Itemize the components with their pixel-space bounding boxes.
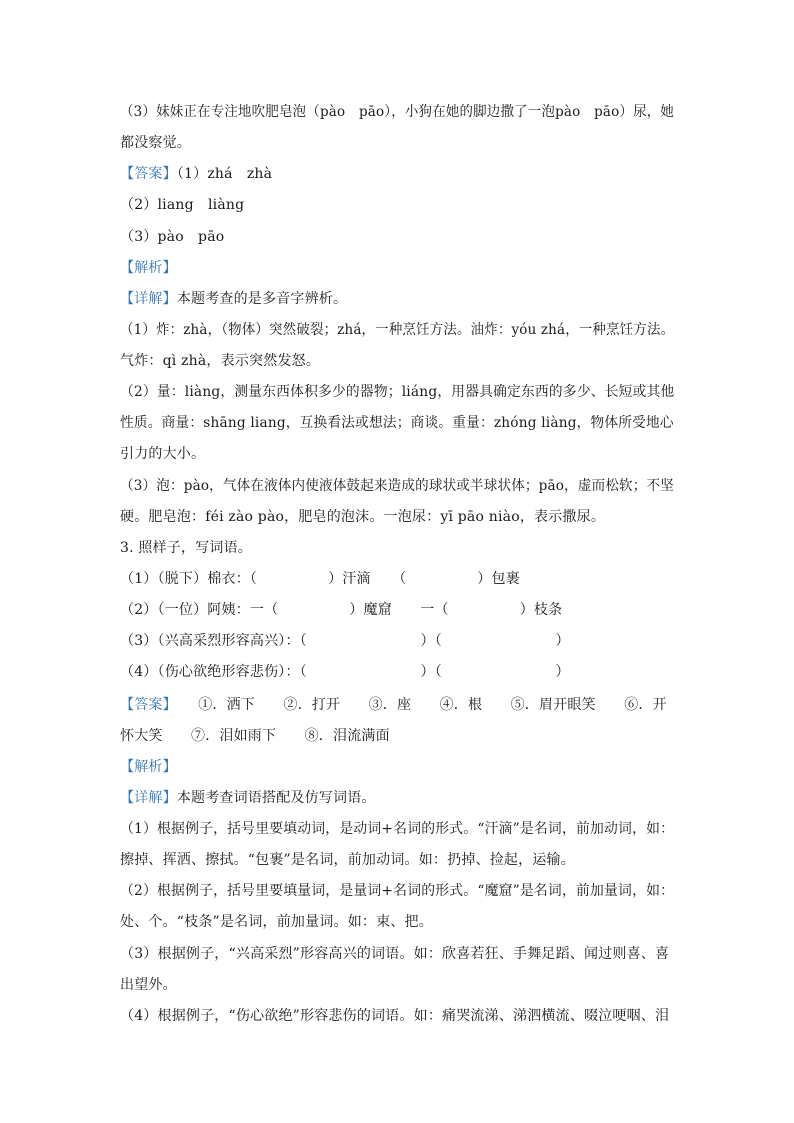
question-3-title: 3. 照样子，写词语。: [120, 540, 253, 556]
q3-detail-line-5: （3）根据例子，“兴高采烈”形容高兴的词语。如：欣喜若狂、手舞足蹈、闻过则喜、喜: [120, 946, 670, 962]
detail-line-2: 气炸：qì zhà，表示突然发怒。: [120, 353, 321, 369]
q3-detail-line-3: （2）根据例子，括号里要填量词，是量词+名词的形式。“魔窟”是名词，前加量词，如：: [120, 883, 675, 899]
section-tag: 【详解】: [120, 291, 177, 307]
detail-line-7: 硬。肥皂泡：féi zào pào，肥皂的泡沫。一泡尿：yī pāo niào，表示撒尿。: [120, 509, 606, 525]
q3-item-3: （3）（兴高采烈形容高兴）：（ ）（ ）: [120, 633, 570, 649]
question-3-part-3-cont: 都没察觉。: [120, 135, 191, 151]
answer-line-3: （3）pào pāo: [120, 229, 225, 245]
detail-line-3: （2）量：liàng，测量东西体积多少的器物；liáng，用器具确定东西的多少、长短或其他: [120, 384, 675, 400]
detail-line-6: （3）泡：pào，气体在液体内使液体鼓起来造成的球状或半球状体；pāo，虚而松软；不坚: [120, 478, 674, 494]
section-tag: 【答案】: [120, 166, 177, 182]
q3-item-2: （2）（一位）阿姨：一（ ）魔窟 一（ ）枝条: [120, 602, 563, 618]
q3-detail-line-4: 处、个。“枝条”是名词，前加量词。如：束、把。: [120, 914, 433, 930]
q3-detail-line-1: （1）根据例子，括号里要填动词，是动词+名词的形式。“汗滴”是名词，前加动词，如：: [120, 821, 675, 837]
q3-item-4: （4）（伤心欲绝形容悲伤）：（ ）（ ）: [120, 664, 570, 680]
q3-detail-intro: 【详解】本题考查词语搭配及仿写词语。: [120, 790, 376, 806]
detail-line-1: （1）炸：zhà，（物体）突然破裂；zhá，一种烹饪方法。油炸：yóu zhá，一种烹饪方法。: [120, 322, 675, 338]
analysis-label: 【解析】: [120, 260, 177, 276]
q3-answer-line-1: 【答案】 ①．洒下 ②．打开 ③．座 ④．根 ⑤．眉开眼笑 ⑥．开: [120, 697, 667, 713]
detail-intro: 【详解】本题考查的是多音字辨析。: [120, 291, 348, 307]
q3-detail-line-7: （4）根据例子，“伤心欲绝”形容悲伤的词语。如：痛哭流涕、涕泗横流、啜泣哽咽、泪: [120, 1008, 670, 1024]
answer-label-line: 【答案】（1）zhá zhà: [120, 166, 273, 182]
section-tag: 【答案】: [120, 697, 170, 713]
question-3-part-3: （3）妹妹正在专注地吹肥皂泡（pào pāo），小狗在她的脚边撒了一泡pào pāo）尿，她: [120, 104, 675, 120]
q3-item-1: （1）（脱下）棉衣：（ ）汗滴 （ ）包裹: [120, 571, 520, 587]
q3-detail-line-6: 出望外。: [120, 977, 177, 993]
answer-line-2: （2）liang liàng: [120, 197, 245, 213]
section-tag: 【详解】: [120, 790, 177, 806]
q3-analysis-label: 【解析】: [120, 759, 177, 775]
q3-answer-line-2: 怀大笑 ⑦．泪如雨下 ⑧．泪流满面: [120, 728, 390, 744]
q3-detail-line-2: 擦掉、挥洒、擦拭。“包裹”是名词，前加动词。如：扔掉、捡起，运输。: [120, 852, 575, 868]
detail-line-5: 引力的大小。: [120, 446, 206, 462]
detail-line-4: 性质。商量：shāng liang，互换看法或想法；商谈。重量：zhóng liàng，物体所受地心: [120, 415, 674, 431]
